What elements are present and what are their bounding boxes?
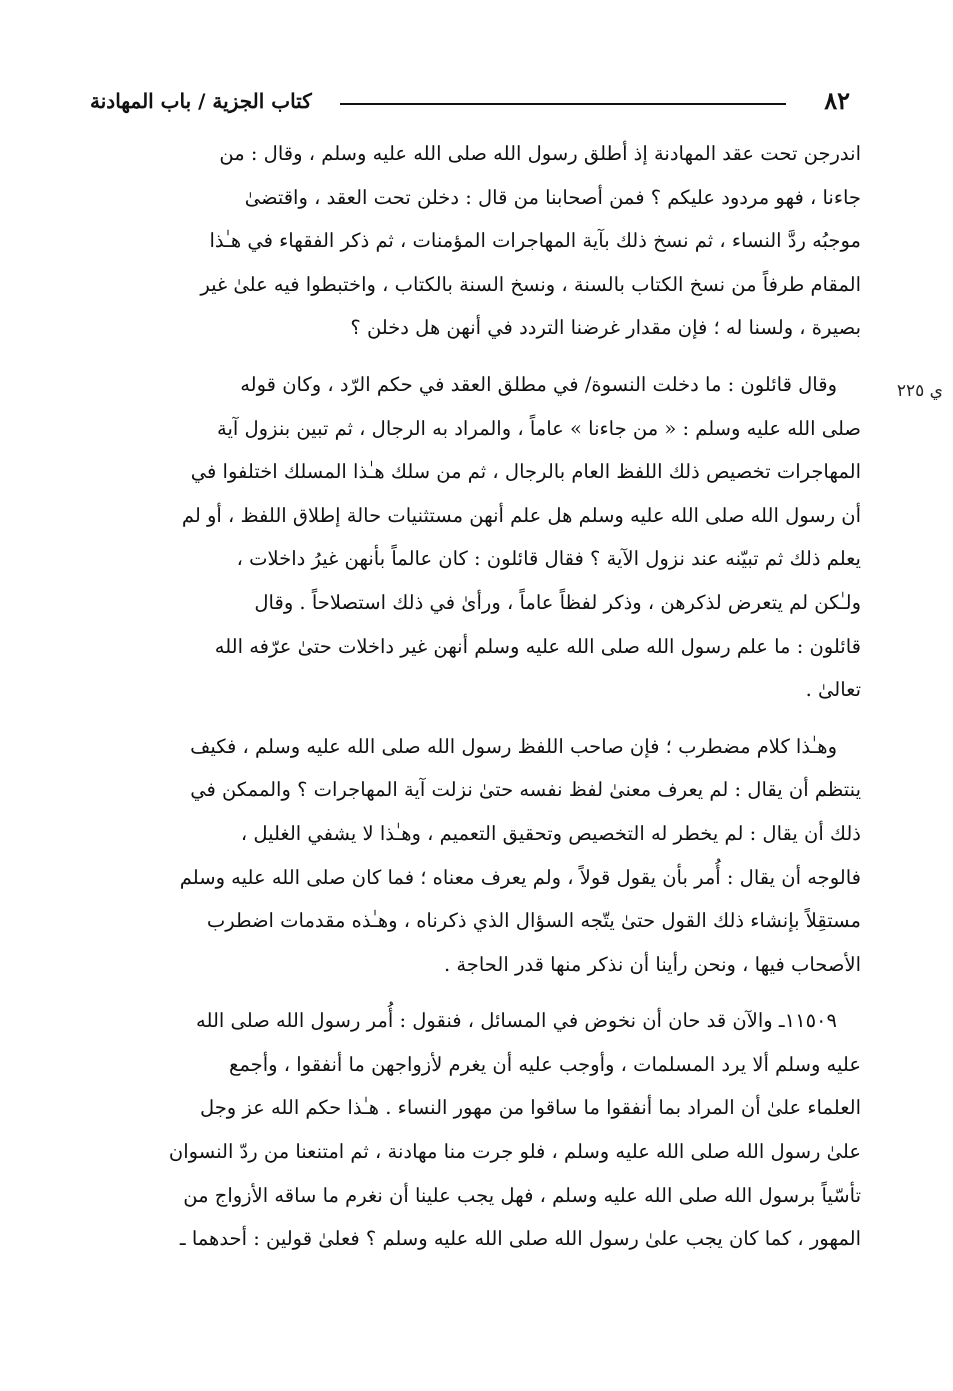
text-line: المقام طرفاً من نسخ الكتاب بالسنة ، ونسخ السنة بالكتاب ، واختبطوا فيه علىٰ غير bbox=[200, 272, 861, 296]
text-line: عليه وسلم ألا يرد المسلمات ، وأوجب عليه أن يغرم لأزواجهن ما أنفقوا ، وأجمع bbox=[229, 1052, 861, 1076]
text-line: مستقِلاً بإنشاء ذلك القول حتىٰ يتّجه السؤال الذي ذكرناه ، وهـٰذه مقدمات اضطرب bbox=[206, 909, 861, 933]
text-line: ينتظم أن يقال : لم يعرف معنىٰ لفظ نفسه حتىٰ نزلت آية المهاجرات ؟ والممكن في bbox=[190, 778, 861, 802]
text-line: العلماء علىٰ أن المراد بما أنفقوا ما ساقوا من مهور النساء . هـٰذا حكم الله عز وجل bbox=[199, 1096, 861, 1120]
text-line: يعلم ذلك ثم تبيّنه عند نزول الآية ؟ فقال قائلون : كان عالماً بأنهن غيرُ داخلات ، bbox=[236, 547, 861, 571]
paragraph bbox=[89, 725, 861, 987]
running-title: كتاب الجزية / باب المهادنة bbox=[90, 89, 312, 113]
paragraph bbox=[89, 363, 861, 712]
text-line: اندرجن تحت عقد المهادنة إذ أطلق رسول الله صلى الله عليه وسلم ، وقال : من bbox=[219, 142, 861, 165]
text-line: فالوجه أن يقال : أُمر بأن يقول قولاً ، ولم يعرف معناه ؛ فما كان صلى الله عليه وسلم bbox=[179, 865, 861, 889]
text-line: وهـٰذا كلام مضطرب ؛ فإن صاحب اللفظ رسول الله صلى الله عليه وسلم ، فكيف bbox=[190, 734, 837, 758]
text-line: تأسّياً برسول الله صلى الله عليه وسلم ، فهل يجب علينا أن نغرم ما ساقه الأزواج من bbox=[183, 1183, 861, 1207]
body-text bbox=[89, 132, 861, 1261]
paragraph bbox=[89, 132, 861, 350]
text-line: قائلون : ما علم رسول الله صلى الله عليه وسلم أنهن غير داخلات حتىٰ عرّفه الله bbox=[214, 634, 861, 658]
text-line: تعالىٰ . bbox=[805, 678, 861, 702]
text-line: علىٰ رسول الله صلى الله عليه وسلم ، فلو جرت منا مهادنة ، ثم امتنعنا من ردّ النسوان bbox=[168, 1140, 861, 1164]
text-line: صلى الله عليه وسلم : « من جاءنا » عاماً ، والمراد به الرجال ، ثم تبين بنزول آية bbox=[216, 416, 861, 440]
header-rule bbox=[340, 103, 786, 105]
text-line: جاءنا ، فهو مردود عليكم ؟ فمن أصحابنا من قال : دخلن تحت العقد ، واقتضىٰ bbox=[244, 185, 861, 209]
text-line: ذلك أن يقال : لم يخطر له التخصيص وتحقيق التعميم ، وهـٰذا لا يشفي الغليل ، bbox=[240, 821, 861, 845]
text-line: الأصحاب فيها ، ونحن رأينا أن نذكر منها قدر الحاجة . bbox=[443, 952, 861, 976]
text-line: المهور ، كما كان يجب علىٰ رسول الله صلى الله عليه وسلم ؟ فعلىٰ قولين : أحدهما ـ bbox=[179, 1227, 861, 1251]
text-line: موجبُه ردَّ النساء ، ثم نسخ ذلك بآية المهاجرات المؤمنات ، ثم ذكر الفقهاء في هـٰذا bbox=[209, 229, 861, 253]
text-line: بصيرة ، ولسنا له ؛ فإن مقدار غرضنا التردد في أنهن هل دخلن ؟ bbox=[350, 316, 861, 340]
paragraph bbox=[89, 999, 861, 1261]
page-header bbox=[90, 86, 850, 116]
text-line: ١١٥٠٩ـ والآن قد حان أن نخوض في المسائل ، فنقول : أُمر رسول الله صلى الله bbox=[196, 1009, 837, 1033]
text-line: ولـٰكن لم يتعرض لذكرهن ، وذكر لفظاً عاماً ، ورأىٰ في ذلك استصلاحاً . وقال bbox=[254, 590, 861, 614]
page-number: ٨٢ bbox=[824, 86, 850, 115]
text-line: وقال قائلون : ما دخلت النسوة/ في مطلق العقد في حكم الرّد ، وكان قوله bbox=[240, 372, 837, 396]
margin-reference-note: ي ٢٢٥ bbox=[896, 381, 943, 401]
text-line: المهاجرات تخصيص ذلك اللفظ العام بالرجال ، ثم من سلك هـٰذا المسلك اختلفوا في bbox=[190, 460, 861, 484]
text-line: أن رسول الله صلى الله عليه وسلم هل علم أنهن مستثنيات حالة إطلاق اللفظ ، أو لم bbox=[181, 503, 861, 527]
